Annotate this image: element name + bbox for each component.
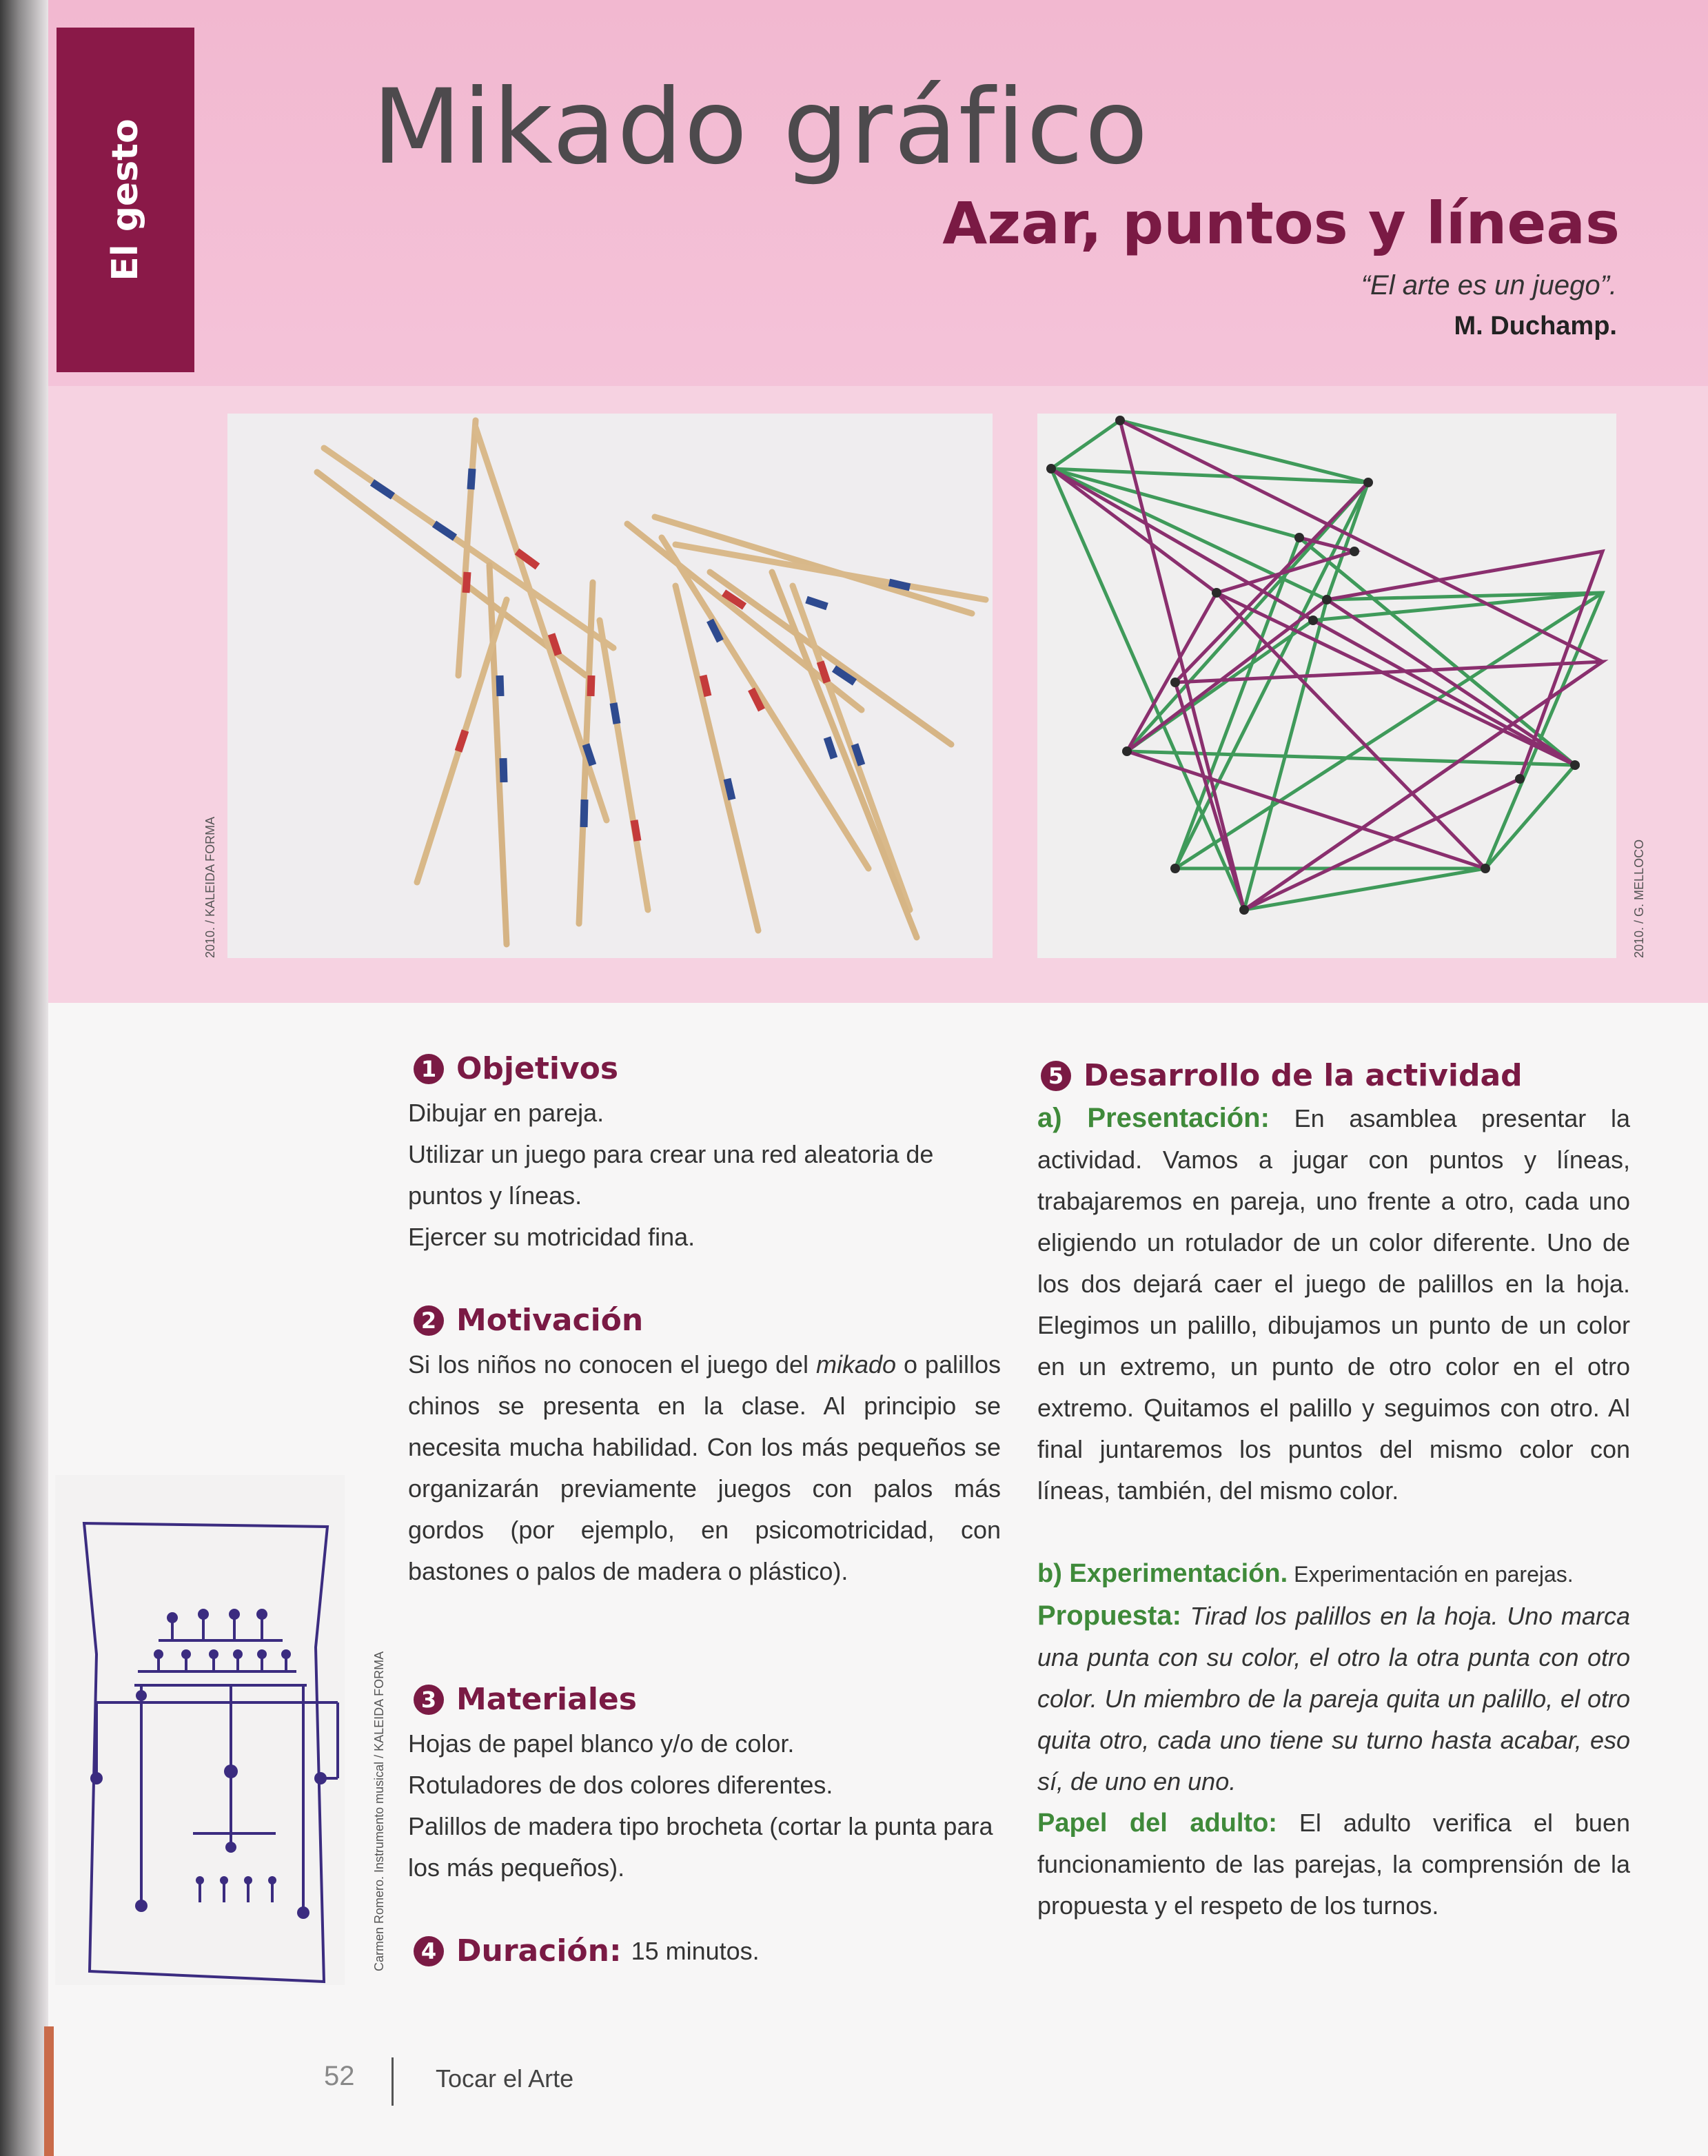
objetivos-heading <box>414 1051 618 1086</box>
section-tab <box>57 28 194 372</box>
footer-divider <box>392 2057 394 2106</box>
section-number: 5 <box>1041 1061 1071 1091</box>
material-line: Rotuladores de dos colores diferentes. <box>408 1771 833 1799</box>
section-tab-label: El gesto <box>105 119 146 281</box>
objetivo-line: Ejercer su motricidad fina. <box>408 1223 695 1251</box>
desarrollo-heading <box>1041 1058 1523 1093</box>
duracion-heading <box>414 1933 760 1969</box>
materiales-heading <box>414 1682 637 1717</box>
motivacion-text: Si los niños no conocen el juego del <box>408 1350 816 1379</box>
desarrollo-body <box>1037 1097 1630 1926</box>
section-number: 4 <box>414 1936 444 1966</box>
epigraph-quote: “El arte es un juego”. <box>1361 270 1617 301</box>
section-number: 1 <box>414 1054 444 1084</box>
motivacion-italic: mikado <box>815 1350 897 1379</box>
objetivo-line: Dibujar en pareja. <box>408 1099 604 1127</box>
book-title: Tocar el Arte <box>436 2064 574 2093</box>
mikado-sticks-illustration <box>227 414 993 958</box>
motivacion-body <box>408 1344 1001 1592</box>
objetivos-body <box>408 1092 1001 1258</box>
motivacion-heading <box>414 1303 643 1338</box>
objetivo-line: Utilizar un juego para crear una red aleatoria de puntos y líneas. <box>408 1140 934 1210</box>
epigraph-author: M. Duchamp. <box>1454 312 1617 340</box>
duracion-value: 15 minutos. <box>631 1936 760 1965</box>
materiales-body <box>408 1723 1001 1889</box>
section-title: Desarrollo de la actividad <box>1084 1058 1523 1093</box>
presentacion-text: En asamblea presentar la actividad. Vamos a jugar con puntos y líneas, trabajaremos en pareja, uno frente a otro, cada uno eligiendo un rotulador de un color diferente. Uno de los dos dejará caer el juego de palillos en la hoja. Elegimos un palillo, dibujamos un punto de un color en un extremo, un punto de otro color en el otro extremo. Quitamos el palillo y seguimos con otro. Al final juntaremos los puntos del mismo color con líneas, también, del mismo color. <box>1037 1104 1630 1505</box>
section-number: 2 <box>414 1305 444 1336</box>
page-subtitle: Azar, puntos y líneas <box>942 190 1620 257</box>
section-title: Motivación <box>456 1303 644 1338</box>
points-lines-illustration <box>1037 414 1616 958</box>
section-title: Materiales <box>456 1682 637 1717</box>
propuesta-text: Tirad los palillos en la hoja. Uno marca una punta con su color, el otro la otra punta con otro color. Un miembro de la pareja quita un palillo, el otro quita otro, cada uno tiene su turno hasta acabar, eso sí, de uno en uno. <box>1037 1602 1630 1796</box>
photo-credit-left: 2010. / KALEIDA FORMA <box>203 816 217 958</box>
motivacion-text: o palillos chinos se presenta en la clase. Al principio se necesita mucha habilidad. Con los más pequeños se organizarán previamente juegos con palos más gordos (por ejemplo, en psicomotricidad, con bastones o palos de madera o plástico). <box>408 1350 1001 1585</box>
photo-credit-right: 2010. / G. MELLOCO <box>1632 839 1646 958</box>
papel-adulto-label: Papel del adulto: <box>1037 1809 1277 1838</box>
experimentacion-label: b) Experimentación. <box>1037 1559 1288 1588</box>
mikado-sticks-photo <box>227 414 993 958</box>
section-title: Objetivos <box>456 1051 619 1086</box>
photo-credit-drawing: Carmen Romero. Instrumento musical / KALEIDA FORMA <box>372 1651 386 1971</box>
edge-mark <box>44 2026 54 2156</box>
experimentacion-text: Experimentación en parejas. <box>1288 1562 1574 1587</box>
papel-adulto-text: El adulto verifica el buen funcionamiento de las parejas, la comprensión de la propuesta y el respeto de los turnos. <box>1037 1809 1630 1920</box>
instrument-drawing-illustration <box>55 1475 345 1985</box>
child-drawing <box>55 1475 345 1985</box>
material-line: Hojas de papel blanco y/o de color. <box>408 1729 795 1758</box>
page-number: 52 <box>324 2061 355 2091</box>
page-title: Mikado gráfico <box>372 68 1150 187</box>
presentacion-label: a) Presentación: <box>1037 1103 1270 1133</box>
points-lines-drawing-photo <box>1037 414 1616 958</box>
section-title: Duración: <box>456 1933 622 1969</box>
binding-shadow <box>0 0 48 2156</box>
section-number: 3 <box>414 1685 444 1715</box>
propuesta-label: Propuesta: <box>1037 1600 1181 1631</box>
material-line: Palillos de madera tipo brocheta (cortar la punta para los más pequeños). <box>408 1812 993 1882</box>
